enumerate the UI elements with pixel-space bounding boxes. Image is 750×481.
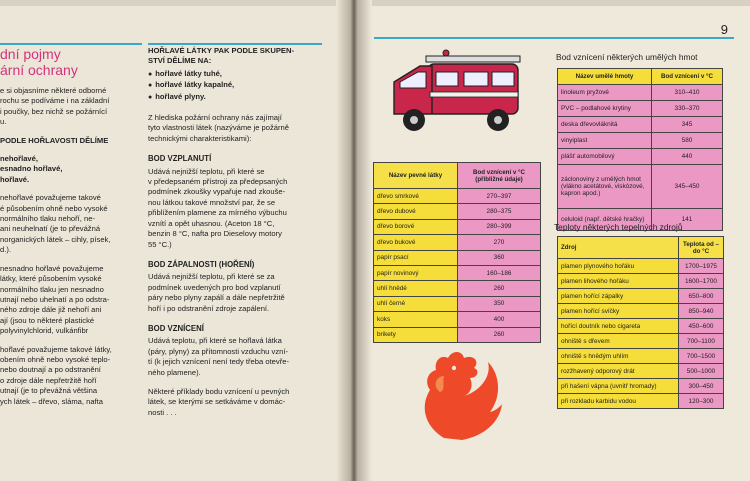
- plastics-name-cell: linoleum pryžové: [558, 85, 652, 101]
- plastics-name-cell: deska dřevovláknitá: [558, 117, 652, 133]
- truck-window: [492, 72, 514, 86]
- solids-table: [373, 162, 541, 343]
- heat-name-cell: plamen plynového hořáku: [558, 259, 679, 274]
- solids-name-cell: dřevo dubové: [374, 204, 458, 219]
- rooster-eye: [452, 366, 456, 370]
- solids-name-cell: papír novinový: [374, 265, 458, 280]
- section-heading: [0, 46, 142, 78]
- solids-row: [374, 250, 541, 265]
- heat-value-cell: 700–1500: [679, 349, 724, 364]
- heat-row: [558, 259, 724, 274]
- heat-name-cell: ohniště s dřevem: [558, 334, 679, 349]
- solids-value-cell: 280–375: [458, 204, 541, 219]
- states-list: [148, 69, 328, 103]
- truck-window: [436, 72, 458, 86]
- left-page: [0, 0, 360, 481]
- plastics-name-cell: vinyiplast: [558, 133, 652, 149]
- solids-row: [374, 281, 541, 296]
- heat-table-title: Teploty některých tepelných zdrojů: [554, 222, 683, 232]
- heading-line-1: dní pojmy: [0, 46, 61, 62]
- truck-hub: [494, 116, 502, 124]
- left-column-2: [148, 46, 328, 427]
- divider-rule: [0, 43, 142, 45]
- plastics-name-cell: celuloid (např. dětské hračky): [558, 209, 652, 231]
- heat-row: [558, 319, 724, 334]
- heat-name-cell: plamen lihového hořáku: [558, 274, 679, 289]
- solids-row: [374, 327, 541, 342]
- heat-sources-table: [557, 236, 724, 409]
- rooster-body: [425, 352, 502, 440]
- heat-value-cell: 650–800: [679, 289, 724, 304]
- plastics-name-cell: PVC – podlahové krytiny: [558, 101, 652, 117]
- heat-name-cell: při rozkladu karbidu vodou: [558, 394, 679, 409]
- section-text: Udává teplotu, při které se hořlavá látka (páry, plyny) za přítomnosti vzduchu vzní- tí (k jejich vznícení není tedy třeba otevře- ného plamene).: [148, 336, 289, 377]
- section-title: BOD VZPLANUTÍ: [148, 154, 212, 164]
- solids-row: [374, 265, 541, 280]
- plastics-row: [558, 133, 723, 149]
- heat-value-cell: 1700–1975: [679, 259, 724, 274]
- solids-value-cell: 260: [458, 281, 541, 296]
- solids-header-name: Název pevné látky: [374, 163, 458, 189]
- plastics-header-name: Název umělé hmoty: [558, 69, 652, 85]
- heat-row: [558, 334, 724, 349]
- truck-stripe: [430, 92, 518, 97]
- heat-name-cell: plamen hořící svíčky: [558, 304, 679, 319]
- solids-row: [374, 235, 541, 250]
- heading-line-2: ární ochrany: [0, 62, 78, 78]
- left-column-1: [0, 46, 142, 415]
- heat-value-cell: 300–450: [679, 379, 724, 394]
- truck-window: [400, 72, 426, 88]
- section-text: Udává nejnižší teplotu, při které se za podmínek uvedených pro bod vzplanutí páry nebo plyny zapálí a dále nepřetržitě hoří i po odstranění zdroje zapálení.: [148, 272, 285, 313]
- plastics-value-cell: 345: [652, 117, 723, 133]
- solids-name-cell: brikety: [374, 327, 458, 342]
- plastics-row: [558, 117, 723, 133]
- solids-name-cell: dřevo smrkové: [374, 189, 458, 204]
- plastics-value-cell: 310–410: [652, 85, 723, 101]
- heat-name-cell: při hašení vápna (uvnitř hromady): [558, 379, 679, 394]
- heat-name-cell: plamen hořící zápalky: [558, 289, 679, 304]
- solids-name-cell: uhlí hnědé: [374, 281, 458, 296]
- plastics-row: [558, 149, 723, 165]
- section-title: BOD VZNÍCENÍ: [148, 323, 204, 333]
- solids-row: [374, 204, 541, 219]
- heat-value-cell: 500–1000: [679, 364, 724, 379]
- heat-row: [558, 274, 724, 289]
- plastics-row: [558, 165, 723, 209]
- plastics-row: [558, 101, 723, 117]
- heat-header-value: Teplota od – do °C: [679, 237, 724, 259]
- solids-row: [374, 189, 541, 204]
- solids-row: [374, 296, 541, 311]
- plastics-value-cell: 345–450: [652, 165, 723, 209]
- groups-caption: HOŘLAVÉ LÁTKY PAK PODLE SKUPEN- STVÍ DĚLÍME NA:: [148, 46, 294, 66]
- plastics-value-cell: 141: [652, 209, 723, 231]
- heat-name-cell: ohniště s hnědým uhlím: [558, 349, 679, 364]
- solids-value-cell: 360: [458, 250, 541, 265]
- divider-rule: [148, 43, 322, 45]
- solids-name-cell: papír psací: [374, 250, 458, 265]
- heat-name-cell: hořící doutník nebo cigareta: [558, 319, 679, 334]
- heat-row: [558, 379, 724, 394]
- section-title: BOD ZÁPALNOSTI (HOŘENÍ): [148, 259, 255, 269]
- heat-value-cell: 120–300: [679, 394, 724, 409]
- heat-row: [558, 349, 724, 364]
- divider-rule: [374, 37, 734, 39]
- solids-name-cell: dřevo bukové: [374, 235, 458, 250]
- plastics-header-value: Bod vznícení v °C: [652, 69, 723, 85]
- solids-value-cell: 280–399: [458, 219, 541, 234]
- truck-beacon: [443, 50, 449, 56]
- state-item: ● hořlavé plyny.: [148, 92, 328, 103]
- solids-row: [374, 219, 541, 234]
- truck-hub: [410, 116, 418, 124]
- heat-name-cell: rozžhavený odporový drát: [558, 364, 679, 379]
- solids-header-value: Bod vznícení v °C (přibližné údaje): [458, 163, 541, 189]
- col1-paragraphs: [0, 86, 142, 407]
- outro-paragraph: Některé příklady bodu vznícení u pevných látek, se kterými se setkáváme v domác- nosti . . .: [148, 386, 290, 417]
- plastics-value-cell: 580: [652, 133, 723, 149]
- truck-ladder: [426, 56, 520, 62]
- section-text: Udává nejnižší teplotu, při které se v předepsaném přístroji za předepsaných podmínek zkoušky vypařuje nad zkouše- nou látkou takové množství par, že se přiblížením plamene za mírného výbuchu vznítí a opět uhasnou. (Aceton 18 °C, benzin 8 °C, nafta pro Dieselovy motory 55 °C.): [148, 166, 288, 249]
- plastics-row: [558, 85, 723, 101]
- plastics-table: [557, 68, 723, 231]
- plastics-value-cell: 330–370: [652, 101, 723, 117]
- book-gutter: [336, 0, 372, 481]
- solids-value-cell: 260: [458, 327, 541, 342]
- page-number: 9: [720, 22, 728, 37]
- heat-value-cell: 1600–1700: [679, 274, 724, 289]
- col1-paragraph: nehořlavé považujeme takové é působením ohně nebo vysoké normálního tlaku nehoří, ne- ani neuhelnatí (je to převážná norganických látek – cihly, písek, d.).: [0, 193, 111, 255]
- fire-truck-illustration: [390, 44, 538, 144]
- heat-value-cell: 850–940: [679, 304, 724, 319]
- heat-value-cell: 450–600: [679, 319, 724, 334]
- solids-value-cell: 350: [458, 296, 541, 311]
- plastics-name-cell: plášť automobilový: [558, 149, 652, 165]
- heat-row: [558, 364, 724, 379]
- heat-value-cell: 700–1100: [679, 334, 724, 349]
- solids-name-cell: uhlí černé: [374, 296, 458, 311]
- solids-row: [374, 312, 541, 327]
- col1-paragraph: nesnadno hořlavé považujeme látky, které působením vysoké normálního tlaku jen nesnadno utnají nebo uhelnatí a po odstra- ného zdroje dále již nehoří ani ají (jsou to některé plastické polyvinylchlorid, vulkánfibr: [0, 263, 110, 336]
- intro-paragraph: Z hlediska požární ochrany nás zajímají tyto vlastnosti látek (nazýváme je požárně technickými charakteristikami):: [148, 113, 289, 143]
- plastics-value-cell: 440: [652, 149, 723, 165]
- state-item: ● hořlavé látky tuhé,: [148, 69, 328, 80]
- col1-paragraph: nehořlavé, esnadno hořlavé, hořlavé.: [0, 154, 63, 184]
- heat-row: [558, 289, 724, 304]
- solids-name-cell: dřevo borové: [374, 219, 458, 234]
- heat-header-source: Zdroj: [558, 237, 679, 259]
- solids-name-cell: koks: [374, 312, 458, 327]
- plastics-name-cell: záclonoviny z umělých hmot (vlákno acetátové, viskózové, kapron apod.): [558, 165, 652, 209]
- state-item: ● hořlavé látky kapalné,: [148, 80, 328, 91]
- heat-row: [558, 304, 724, 319]
- solids-value-cell: 270–397: [458, 189, 541, 204]
- col1-paragraph: hořlavé považujeme takové látky, obením ohně nebo vysoké teplo- nebo doutnají a po odstranění o zdroje dále nepřetržitě hoří utnají (je to převážná většina ych látek – dřevo, sláma, nafta: [0, 344, 112, 406]
- flame-rooster-icon: [414, 346, 506, 442]
- plastics-table-title: Bod vznícení některých umělých hmot: [556, 52, 698, 62]
- solids-value-cell: 270: [458, 235, 541, 250]
- col1-paragraph: PODLE HOŘLAVOSTI DĚLÍME: [0, 135, 109, 145]
- solids-value-cell: 160–186: [458, 265, 541, 280]
- col1-paragraph: e si objasníme některé odborné rochu se podíváme i na základní i poučky, bez nichž se požárnící u.: [0, 86, 110, 127]
- heat-row: [558, 394, 724, 409]
- truck-window: [464, 72, 488, 86]
- solids-value-cell: 400: [458, 312, 541, 327]
